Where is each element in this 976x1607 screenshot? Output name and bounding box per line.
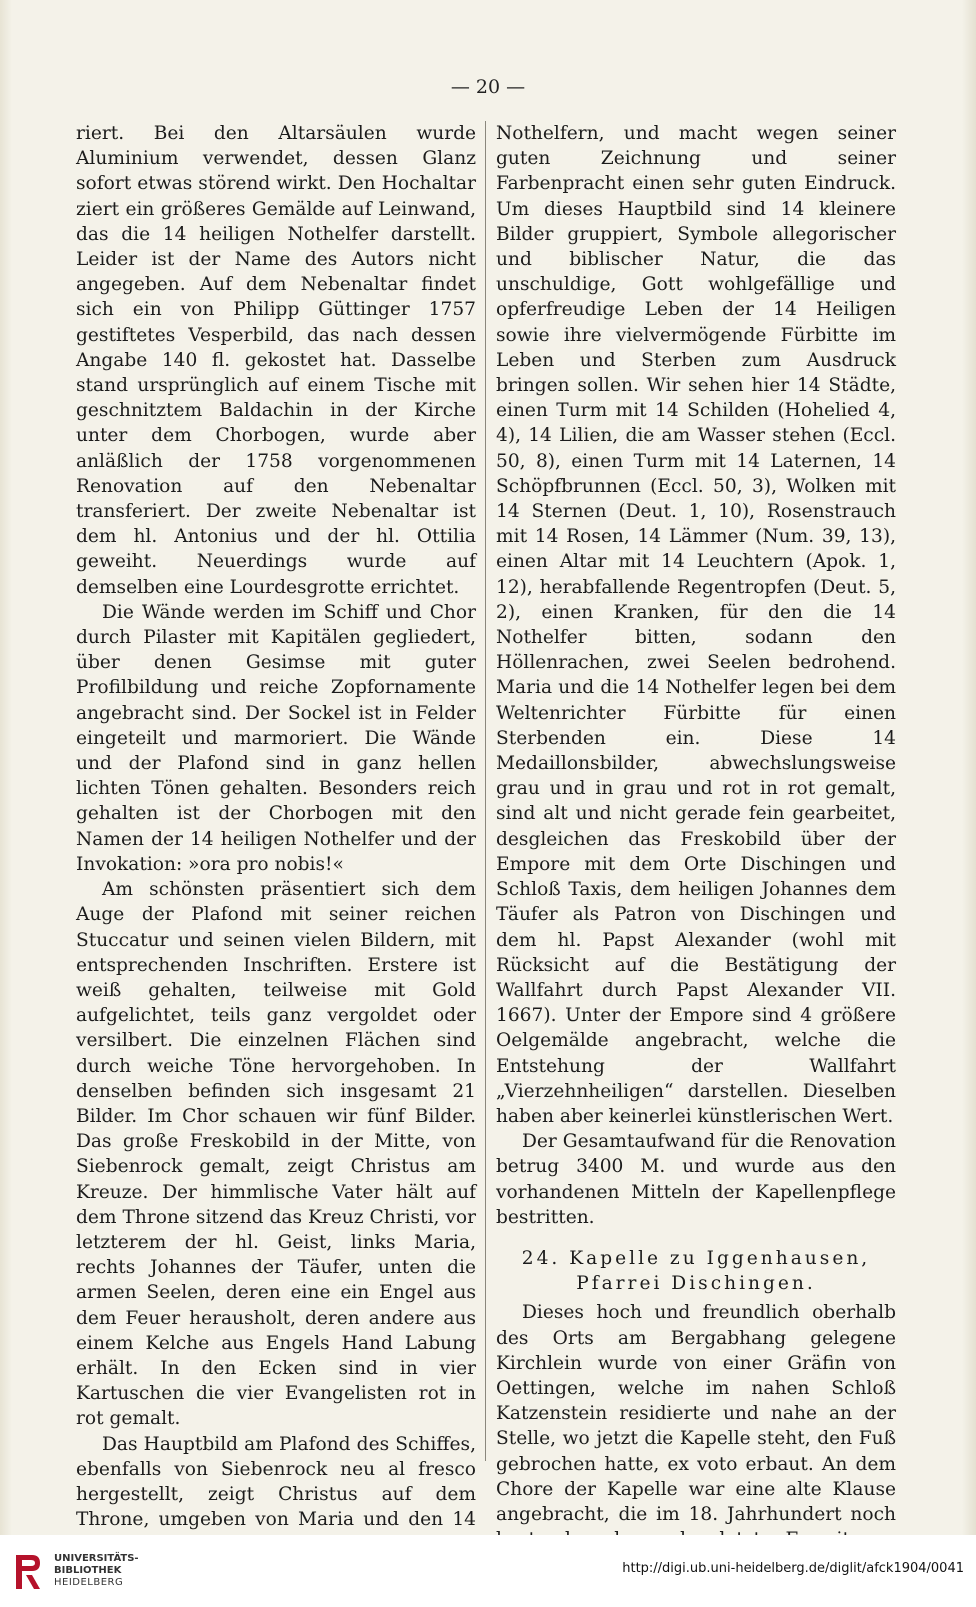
source-url-link[interactable]: http://digi.ub.uni-heidelberg.de/diglit/afck1904/0041 xyxy=(622,1561,964,1576)
paragraph: Nothelfern, und macht wegen seiner guten Zeichnung und seiner Farbenpracht einen sehr guten Eindruck. Um dieses Hauptbild sind 14 kleinere Bilder gruppiert, Symbole allegorischer und biblischer Natur, die das unschuldige, Gott wohlgefällige und opferfreudige Leben der 14 Heiligen sowie ihre vielvermögende Fürbitte im Leben und Sterben zum Ausdruck bringen sollen. Wir sehen hier 14 Städte, einen Turm mit 14 Schilden (Hohelied 4, 4), 14 Lilien, die am Wasser stehen (Eccl. 50, 8), einen Turm mit 14 Laternen, 14 Schöpfbrunnen (Eccl. 50, 3), Wolken mit 14 Sternen (Deut. 1, 10), Rosenstrauch mit 14 Rosen, 14 Lämmer (Num. 39, 13), einen Altar mit 14 Leuchtern (Apok. 1, 12), herabfallende Regentropfen (Deut. 5, 2), einen Kranken, für den die 14 Nothelfer bitten, sodann den Höllenrachen, zwei Seelen bedrohend. Maria und die 14 Nothelfer legen bei dem Weltenrichter Fürbitte für einen Sterbenden ein. Diese 14 Medaillonsbilder, abwechslungsweise grau und in grau und rot in rot gemalt, sind alt und nicht gerade fein gearbeitet, desgleichen das Freskobild über der Empore mit dem Orte Dischingen und Schloß Taxis, dem heiligen Johannes dem Täufer als Patron von Dischingen und dem hl. Papst Alexander (wohl mit Rücksicht auf die Bestätigung der Wallfahrt durch Papst Alexander VII. 1667). Unter der Empore sind 4 größere Oelgemälde angebracht, welche die Entstehung der Wallfahrt „Vierzehnheiligen“ darstellen. Dieselben haben aber keinerlei künstlerischen Wert. xyxy=(496,123,896,1127)
paragraph: Dieses hoch und freundlich oberhalb des Orts am Bergabhang gelegene Kirchlein wurde von einer Gräfin von Oettingen, welche im nahen Schloß Katzenstein residierte und nahe an der Stelle, wo jetzt die Kapelle steht, den Fuß gebrochen hatte, ex voto erbaut. An dem Chore der Kapelle war eine alte Klause angebracht, die im 18. Jahrhundert noch xyxy=(496,1302,896,1525)
logo-line: UNIVERSITÄTS- xyxy=(54,1553,139,1564)
left-text-column xyxy=(76,121,476,1558)
section-heading-subtitle: Pfarrei Dischingen. xyxy=(576,1273,816,1295)
paragraph: Der Gesamtaufwand für die Renovation betrug 3400 M. und wurde aus den vorhandenen Mitteln der Kapellenpflege bestritten. xyxy=(496,1131,896,1228)
section-heading-title: 24. Kapelle zu Iggenhausen, xyxy=(521,1247,871,1269)
page-edge-right xyxy=(962,0,976,1535)
column-divider xyxy=(485,121,486,1461)
logo-line: HEIDELBERG xyxy=(54,1577,124,1588)
library-logo-icon xyxy=(10,1549,46,1593)
paragraph: Am schönsten präsentiert sich dem Auge der Plafond mit seiner reichen Stuccatur und seinen vielen Bildern, mit entsprechenden Inschriften. Erstere ist weiß gehalten, teilweise mit Gold aufgelichtet, teils ganz vergoldet oder versilbert. Die einzelnen Flächen sind durch weiche Töne hervorgehoben. In denselben befinden sich insgesamt 21 Bilder. Im Chor schauen wir fünf Bilder. Das große Freskobild in der Mitte, von Siebenrock gemalt, zeigt Christus am Kreuze. Der himmlische Vater hält auf dem Throne sitzend das Kreuz Christi, vor letzterem der hl. Geist, links Maria, rechts Johannes der Täufer, unten die armen Seelen, deren eine ein Engel aus dem Feuer herausholt, deren andere aus einem Kelche aus Engels Hand Labung erhält. In den Ecken sind in vier Kartuschen die vier Evangelisten rot in rot gemalt. xyxy=(76,879,476,1430)
right-text-column xyxy=(496,121,896,1578)
paragraph: Die Wände werden im Schiff und Chor durch Pilaster mit Kapitälen gegliedert, über denen Gesimse mit guter Profilbildung und reiche Zopfornamente angebracht sind. Der Sockel ist in Felder eingeteilt und marmoriert. Die Wände und der Plafond sind in ganz hellen lichten Tönen gehalten. Besonders reich gehalten ist der Chorbogen mit den Namen der 14 heiligen Nothelfer und der Invokation: »ora pro nobis!« xyxy=(76,601,476,875)
page-number: — 20 — xyxy=(450,76,526,98)
page-edge-left xyxy=(0,0,12,1535)
viewer-footer xyxy=(0,1535,976,1607)
library-logo-text xyxy=(54,1553,139,1589)
section-heading xyxy=(496,1246,896,1296)
paragraph: Das Hauptbild am Plafond des Schiffes, ebenfalls von Siebenrock neu al fresco hergestellt, zeigt Christus auf dem Throne, umgeben von Maria und den 14 xyxy=(76,1433,476,1531)
paragraph: riert. Bei den Altarsäulen wurde Aluminium verwendet, dessen Glanz sofort etwas störend wirkt. Den Hochaltar ziert ein größeres Gemälde auf Leinwand, das die 14 heiligen Nothelfer darstellt. Leider ist der Name des Autors nicht angegeben. Auf dem Nebenaltar findet sich ein von Philipp Güttinger 1757 gestiftetes Vesperbild, das nach dessen Angabe 140 fl. gekostet hat. Dasselbe stand ursprünglich auf einem Tische mit geschnitztem Baldachin in der Kirche unter dem Chorbogen, wurde aber anläßlich der 1758 vorgenommenen Renovation auf den Nebenaltar transferiert. Der zweite Nebenaltar ist dem hl. Antonius und der hl. Ottilia geweiht. Neuerdings wurde auf demselben eine Lourdesgrotte errichtet. xyxy=(76,123,476,598)
logo-line: BIBLIOTHEK xyxy=(54,1565,122,1576)
